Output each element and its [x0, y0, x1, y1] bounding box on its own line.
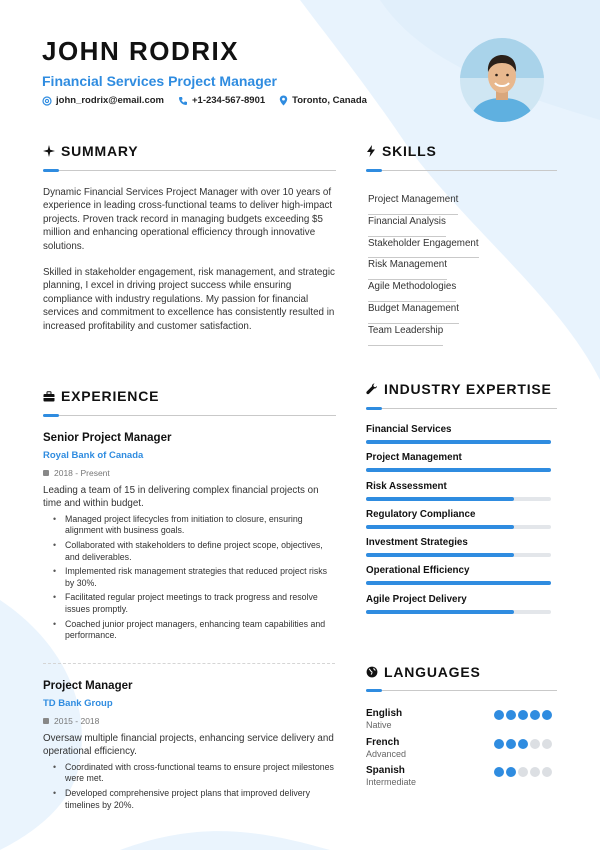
skills-heading: [366, 143, 437, 159]
job-dates-text: 2018 - Present: [54, 468, 110, 478]
skills-divider: [366, 170, 557, 171]
rating-dot: [506, 710, 516, 720]
languages-heading: [366, 664, 481, 680]
job-bullets: [43, 762, 335, 811]
sparkle-icon: [43, 145, 55, 157]
avatar: [460, 38, 544, 122]
expertise-bar-fill: [366, 440, 551, 444]
at-icon: [42, 96, 52, 106]
contact-info: [42, 95, 367, 106]
expertise-heading: [366, 381, 552, 397]
job-bullet: • Developed comprehensive project plans that improved delivery timelines by 20%.: [53, 788, 335, 811]
rating-dot: [542, 739, 552, 749]
summary-heading-text: SUMMARY: [61, 143, 139, 159]
globe-icon: [366, 666, 378, 678]
skill-item: Project Management: [368, 193, 458, 215]
skill-item: Agile Methodologies: [368, 280, 456, 302]
languages-accent: [366, 689, 382, 692]
skill-item: Financial Analysis: [368, 215, 446, 237]
job-entry: [43, 432, 335, 645]
expertise-list: [366, 424, 552, 622]
expertise-bar-fill: [366, 553, 514, 557]
briefcase-icon: [43, 391, 55, 402]
rating-dot: [494, 767, 504, 777]
job-role: Senior Project Manager: [43, 432, 172, 444]
contact-location: [279, 95, 367, 106]
location-text: Toronto, Canada: [292, 95, 367, 106]
job-description: Oversaw multiple financial projects, enhancing service delivery and operational efficiency.: [43, 733, 334, 758]
expertise-bar-track: [366, 581, 551, 585]
skill-item: Team Leadership: [368, 324, 443, 346]
summary-paragraph-2: Skilled in stakeholder engagement, risk management, and strategic planning, I excel in driving project success while ensuring compliance with industry regulations. My passion for financial services and commitment to excellence has consistently resulted in increased profitability and customer satisfaction.: [43, 267, 335, 332]
language-name: English: [366, 708, 403, 719]
expertise-bar-fill: [366, 497, 514, 501]
expertise-bar-track: [366, 497, 551, 501]
candidate-title: Financial Services Project Manager: [42, 73, 277, 89]
skill-item: Stakeholder Engagement: [368, 237, 479, 259]
expertise-label: Project Management: [366, 452, 462, 464]
rating-dot: [542, 767, 552, 777]
language-item: [366, 708, 556, 737]
job-entry: [43, 680, 335, 814]
languages-list: [366, 708, 556, 794]
contact-phone[interactable]: [178, 95, 265, 106]
expertise-divider: [366, 408, 557, 409]
language-rating: [494, 739, 552, 749]
expertise-item: [366, 452, 552, 480]
rating-dot: [518, 739, 528, 749]
job-role: Project Manager: [43, 680, 133, 692]
experience-heading-text: EXPERIENCE: [61, 388, 160, 404]
language-name: French: [366, 736, 400, 748]
expertise-bar-track: [366, 553, 551, 557]
job-bullet: • Coached junior project managers, enhancing team capabilities and performance.: [53, 619, 335, 642]
language-item: [366, 737, 556, 766]
wrench-icon: [366, 383, 378, 395]
expertise-bar-track: [366, 525, 551, 529]
rating-dot: [506, 767, 516, 777]
expertise-label: Financial Services: [366, 424, 452, 435]
summary-divider: [43, 170, 336, 171]
rating-dot: [506, 739, 516, 749]
language-name: Spanish: [366, 765, 405, 776]
skills-list: [368, 189, 558, 342]
expertise-label: Operational Efficiency: [366, 565, 470, 577]
expertise-bar-fill: [366, 610, 514, 614]
job-bullet: • Managed project lifecycles from initiation to closure, ensuring alignment with business goals.: [53, 514, 335, 537]
experience-heading: [43, 388, 159, 404]
skill-item: Risk Management: [368, 258, 447, 280]
expertise-bar-track: [366, 468, 551, 472]
job-bullet: • Coordinated with cross-functional teams to ensure project milestones were met.: [53, 762, 335, 785]
job-dates-text: 2015 - 2018: [54, 716, 100, 726]
expertise-bar-fill: [366, 468, 551, 472]
calendar-icon: [43, 470, 49, 476]
expertise-bar-track: [366, 610, 551, 614]
email-text: john_rodrix@email.com: [56, 95, 164, 106]
bolt-icon: [366, 145, 376, 157]
language-item: [366, 765, 556, 794]
job-company: TD Bank Group: [43, 698, 113, 709]
rating-dot: [494, 739, 504, 749]
skills-heading-text: SKILLS: [382, 143, 437, 159]
job-dates: [43, 468, 335, 478]
job-separator: [43, 663, 335, 664]
expertise-item: [366, 537, 552, 565]
rating-dot: [542, 710, 552, 720]
phone-icon: [178, 96, 188, 106]
expertise-item: [366, 481, 552, 509]
language-level: Intermediate: [366, 777, 417, 787]
expertise-label: Investment Strategies: [366, 537, 468, 549]
job-bullets: [43, 514, 335, 642]
calendar-icon: [43, 718, 49, 724]
skills-accent: [366, 169, 382, 172]
language-level: Advanced: [366, 748, 407, 759]
expertise-bar-track: [366, 440, 551, 444]
pin-icon: [279, 95, 288, 106]
job-bullet: • Implemented risk management strategies that reduced project risks by 30%.: [53, 566, 335, 589]
expertise-label: Regulatory Compliance: [366, 508, 476, 520]
expertise-label: Agile Project Delivery: [366, 593, 467, 605]
rating-dot: [530, 767, 540, 777]
phone-text: +1-234-567-8901: [191, 95, 266, 106]
summary-heading: [43, 143, 138, 159]
contact-email[interactable]: [42, 95, 164, 106]
experience-accent: [43, 414, 59, 417]
skill-item: Budget Management: [368, 302, 459, 324]
rating-dot: [530, 710, 540, 720]
job-description: Leading a team of 15 in delivering complex financial projects on time and within budget.: [43, 485, 319, 510]
language-rating: [494, 710, 552, 720]
expertise-item: [366, 594, 552, 622]
expertise-label: Risk Assessment: [366, 480, 447, 492]
summary-accent: [43, 169, 59, 172]
language-rating: [494, 767, 552, 777]
expertise-item: [366, 424, 552, 452]
rating-dot: [518, 710, 528, 720]
job-dates: [43, 716, 335, 726]
experience-divider: [43, 415, 336, 416]
job-company: Royal Bank of Canada: [43, 450, 144, 461]
rating-dot: [494, 710, 504, 720]
language-level: Native: [366, 720, 392, 730]
expertise-item: [366, 565, 552, 593]
languages-divider: [366, 690, 557, 691]
candidate-name: JOHN RODRIX: [42, 36, 240, 66]
expertise-bar-fill: [366, 525, 514, 529]
job-bullet: • Facilitated regular project meetings to track progress and resolve issues promptly.: [53, 592, 335, 615]
languages-heading-text: LANGUAGES: [384, 664, 481, 680]
rating-dot: [530, 739, 540, 749]
expertise-bar-fill: [366, 581, 551, 585]
expertise-item: [366, 509, 552, 537]
expertise-accent: [366, 407, 382, 410]
rating-dot: [518, 767, 528, 777]
summary-paragraph-1: Dynamic Financial Services Project Manager with over 10 years of experience in leading cross-functional teams to deliver high-impact projects. Proven track record in managing budgets exceeding $5 million and enhancing operational efficiency through innovative solutions.: [43, 187, 333, 252]
expertise-heading-text: INDUSTRY EXPERTISE: [384, 381, 552, 397]
job-bullet: • Collaborated with stakeholders to define project scope, objectives, and deliverables.: [53, 540, 335, 563]
